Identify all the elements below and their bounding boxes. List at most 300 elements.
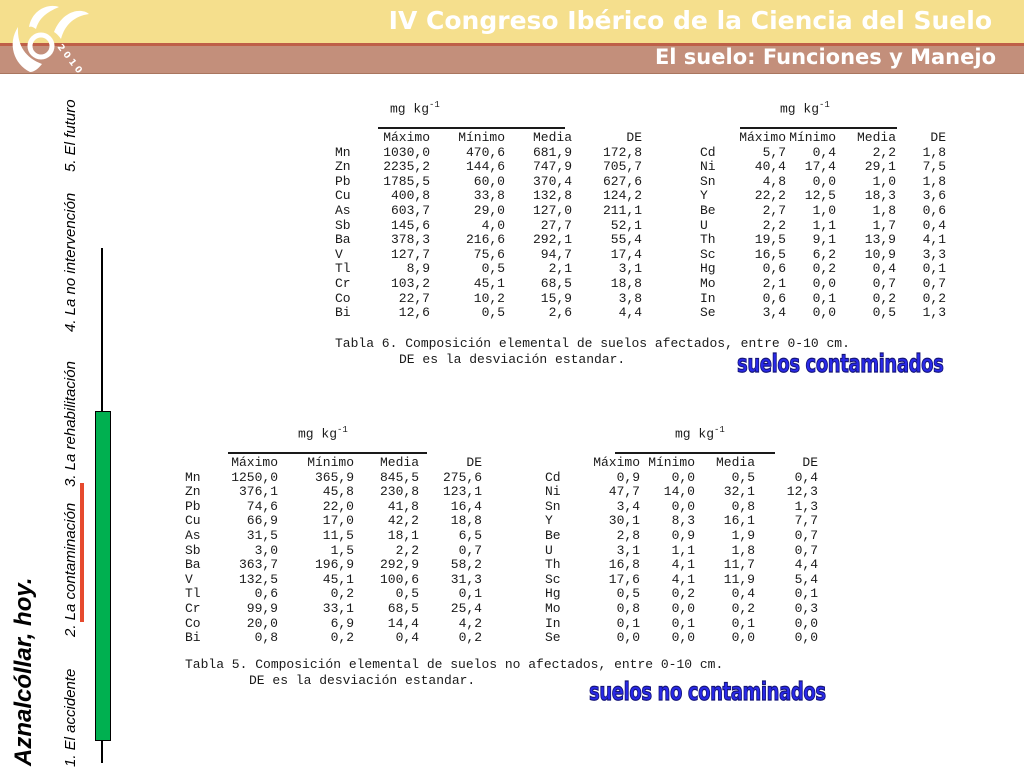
- value-cell: 66,9: [246, 513, 278, 529]
- congress-logo-icon: [4, 2, 106, 98]
- element-symbol: Hg: [700, 261, 716, 277]
- value-cell: 127,7: [390, 246, 430, 262]
- table-row: [545, 500, 818, 515]
- table5-caption-line2: DE es la desviación estandar.: [249, 672, 476, 688]
- value-cell: 365,9: [314, 469, 354, 485]
- value-cell: 144,6: [465, 159, 505, 175]
- table-row: [185, 631, 482, 646]
- value-cell: 18,3: [864, 188, 896, 204]
- table-corner-cell: [700, 131, 738, 146]
- column-header: DE: [930, 130, 946, 145]
- unit-text: mg kg: [390, 101, 430, 117]
- element-symbol: U: [545, 542, 553, 558]
- column-header: Media: [715, 455, 755, 470]
- table-row: [700, 277, 946, 292]
- value-cell: 45,8: [322, 484, 354, 500]
- value-cell: 1030,0: [383, 144, 430, 160]
- table-row: [700, 292, 946, 307]
- value-cell: 627,6: [602, 173, 642, 189]
- table-row: [185, 514, 482, 529]
- element-symbol: Cr: [335, 275, 351, 291]
- progress-bar: [95, 411, 111, 741]
- value-cell: 747,9: [532, 159, 572, 175]
- table6-caption-line2: DE es la desviación estandar.: [399, 351, 626, 367]
- value-cell: 0,5: [395, 586, 419, 602]
- column-header: Mínimo: [458, 130, 505, 145]
- contaminated-badge: suelos contaminados: [737, 350, 944, 379]
- value-cell: 45,1: [473, 275, 505, 291]
- table-rule: [615, 452, 775, 454]
- column-header: Media: [379, 455, 419, 470]
- value-cell: 4,8: [762, 173, 786, 189]
- element-symbol: Mo: [700, 275, 716, 291]
- value-cell: 11,9: [723, 571, 755, 587]
- value-cell: 0,2: [922, 290, 946, 306]
- element-symbol: Sb: [185, 542, 201, 558]
- element-symbol: Cd: [545, 469, 561, 485]
- value-cell: 681,9: [532, 144, 572, 160]
- table-row: [700, 306, 946, 321]
- table-row: [700, 233, 946, 248]
- value-cell: 0,6: [254, 586, 278, 602]
- value-cell: 1,3: [922, 305, 946, 321]
- value-cell: 0,0: [616, 630, 640, 646]
- value-cell: 370,4: [532, 173, 572, 189]
- value-cell: 2,2: [395, 542, 419, 558]
- column-header: Máximo: [593, 455, 640, 470]
- value-cell: 845,5: [379, 469, 419, 485]
- column-header: Media: [532, 130, 572, 145]
- table-row: [185, 471, 482, 486]
- value-cell: 11,5: [322, 527, 354, 543]
- element-symbol: Bi: [185, 630, 201, 646]
- value-cell: 0,5: [481, 305, 505, 321]
- element-symbol: Pb: [335, 173, 351, 189]
- element-symbol: Sn: [700, 173, 716, 189]
- unit-exponent: -1: [819, 100, 830, 110]
- value-cell: 0,0: [671, 600, 695, 616]
- value-cell: 8,9: [406, 261, 430, 277]
- value-cell: 3,3: [922, 246, 946, 262]
- value-cell: 124,2: [602, 188, 642, 204]
- column-header: Máximo: [231, 455, 278, 470]
- value-cell: 0,2: [330, 586, 354, 602]
- value-cell: 5,7: [762, 144, 786, 160]
- value-cell: 17,6: [608, 571, 640, 587]
- value-cell: 0,8: [616, 600, 640, 616]
- value-cell: 22,2: [754, 188, 786, 204]
- table-row: [700, 146, 946, 161]
- table-row: [335, 204, 642, 219]
- value-cell: 1,3: [794, 498, 818, 514]
- element-symbol: Ba: [335, 232, 351, 248]
- table-row: [335, 262, 642, 277]
- data-table: [545, 456, 818, 646]
- table6-major-elements: [335, 100, 645, 330]
- value-cell: 0,4: [794, 469, 818, 485]
- value-cell: 1,1: [671, 542, 695, 558]
- value-cell: 6,9: [330, 615, 354, 631]
- value-cell: 132,8: [532, 188, 572, 204]
- element-symbol: As: [335, 202, 351, 218]
- table-row: [545, 602, 818, 617]
- value-cell: 3,4: [616, 498, 640, 514]
- value-cell: 103,2: [390, 275, 430, 291]
- value-cell: 15,9: [540, 290, 572, 306]
- value-cell: 45,1: [322, 571, 354, 587]
- value-cell: 216,6: [465, 232, 505, 248]
- value-cell: 0,0: [794, 630, 818, 646]
- table-header-row: [185, 456, 482, 471]
- value-cell: 2,6: [548, 305, 572, 321]
- element-symbol: Be: [545, 527, 561, 543]
- value-cell: 52,1: [610, 217, 642, 233]
- value-cell: 19,5: [754, 232, 786, 248]
- value-cell: 0,2: [731, 600, 755, 616]
- value-cell: 0,4: [731, 586, 755, 602]
- element-symbol: Y: [700, 188, 708, 204]
- element-symbol: Ni: [545, 484, 561, 500]
- value-cell: 378,3: [390, 232, 430, 248]
- sidebar-item-no-intervencion: 4. La no intervención: [62, 192, 79, 332]
- unit-label: [780, 100, 830, 116]
- value-cell: 0,7: [794, 542, 818, 558]
- element-symbol: Ni: [700, 159, 716, 175]
- value-cell: 4,4: [618, 305, 642, 321]
- value-cell: 1,5: [330, 542, 354, 558]
- table-row: [335, 277, 642, 292]
- value-cell: 8,3: [671, 513, 695, 529]
- value-cell: 0,0: [812, 305, 836, 321]
- value-cell: 0,2: [872, 290, 896, 306]
- value-cell: 0,9: [671, 527, 695, 543]
- table-row: [545, 631, 818, 646]
- element-symbol: V: [185, 571, 193, 587]
- element-symbol: Mn: [185, 469, 201, 485]
- value-cell: 7,7: [794, 513, 818, 529]
- value-cell: 172,8: [602, 144, 642, 160]
- unit-exponent: -1: [714, 425, 725, 435]
- value-cell: 363,7: [238, 557, 278, 573]
- value-cell: 31,3: [450, 571, 482, 587]
- value-cell: 16,1: [723, 513, 755, 529]
- table-row: [185, 500, 482, 515]
- value-cell: 0,1: [731, 615, 755, 631]
- value-cell: 12,3: [786, 484, 818, 500]
- value-cell: 0,3: [794, 600, 818, 616]
- table6-caption-line1: Tabla 6. Composición elemental de suelos afectados, entre 0-10 cm.: [335, 336, 850, 351]
- element-symbol: U: [700, 217, 708, 233]
- table-row: [700, 204, 946, 219]
- table-row: [185, 544, 482, 559]
- element-symbol: Th: [545, 557, 561, 573]
- value-cell: 7,5: [922, 159, 946, 175]
- column-header: DE: [466, 455, 482, 470]
- table-row: [545, 617, 818, 632]
- element-symbol: Bi: [335, 305, 351, 321]
- value-cell: 145,6: [390, 217, 430, 233]
- sidebar-item-futuro: 5. El futuro: [62, 99, 79, 172]
- value-cell: 75,6: [473, 246, 505, 262]
- value-cell: 68,5: [387, 600, 419, 616]
- element-symbol: Be: [700, 202, 716, 218]
- value-cell: 0,5: [872, 305, 896, 321]
- element-symbol: Tl: [335, 261, 351, 277]
- value-cell: 18,8: [450, 513, 482, 529]
- element-symbol: Cr: [185, 600, 201, 616]
- element-symbol: Mo: [545, 600, 561, 616]
- value-cell: 94,7: [540, 246, 572, 262]
- value-cell: 0,0: [812, 275, 836, 291]
- value-cell: 2,1: [548, 261, 572, 277]
- value-cell: 2,2: [762, 217, 786, 233]
- unit-text: mg kg: [780, 101, 820, 117]
- value-cell: 1,8: [872, 202, 896, 218]
- value-cell: 13,9: [864, 232, 896, 248]
- value-cell: 470,6: [465, 144, 505, 160]
- value-cell: 31,5: [246, 527, 278, 543]
- value-cell: 17,4: [610, 246, 642, 262]
- table-row: [545, 529, 818, 544]
- element-symbol: Se: [545, 630, 561, 646]
- value-cell: 0,4: [812, 144, 836, 160]
- value-cell: 127,0: [532, 202, 572, 218]
- value-cell: 275,6: [442, 469, 482, 485]
- table5-trace-elements: [545, 425, 825, 655]
- element-symbol: Co: [185, 615, 201, 631]
- element-symbol: In: [700, 290, 716, 306]
- value-cell: 132,5: [238, 571, 278, 587]
- value-cell: 0,0: [671, 498, 695, 514]
- value-cell: 12,6: [398, 305, 430, 321]
- unit-text: mg kg: [298, 426, 338, 442]
- table-row: [335, 160, 642, 175]
- element-symbol: Sb: [335, 217, 351, 233]
- table-row: [335, 189, 642, 204]
- value-cell: 16,8: [608, 557, 640, 573]
- table-row: [335, 146, 642, 161]
- value-cell: 4,1: [671, 571, 695, 587]
- element-symbol: Cd: [700, 144, 716, 160]
- value-cell: 196,9: [314, 557, 354, 573]
- table-row: [545, 544, 818, 559]
- table-row: [335, 306, 642, 321]
- table-row: [335, 248, 642, 263]
- table-row: [545, 587, 818, 602]
- value-cell: 3,6: [922, 188, 946, 204]
- unit-exponent: -1: [337, 425, 348, 435]
- value-cell: 1,0: [872, 173, 896, 189]
- value-cell: 230,8: [379, 484, 419, 500]
- value-cell: 55,4: [610, 232, 642, 248]
- value-cell: 5,4: [794, 571, 818, 587]
- value-cell: 292,1: [532, 232, 572, 248]
- value-cell: 0,2: [812, 261, 836, 277]
- value-cell: 1,9: [731, 527, 755, 543]
- value-cell: 58,2: [450, 557, 482, 573]
- value-cell: 376,1: [238, 484, 278, 500]
- sidebar-item-accidente: 1. El accidente: [62, 668, 79, 767]
- value-cell: 211,1: [602, 202, 642, 218]
- value-cell: 2,8: [616, 527, 640, 543]
- table-row: [185, 558, 482, 573]
- value-cell: 33,8: [473, 188, 505, 204]
- table-header-row: [700, 131, 946, 146]
- value-cell: 33,1: [322, 600, 354, 616]
- value-cell: 16,5: [754, 246, 786, 262]
- value-cell: 1,1: [812, 217, 836, 233]
- column-header: Media: [856, 130, 896, 145]
- table-rule: [740, 127, 897, 129]
- value-cell: 1785,5: [383, 173, 430, 189]
- value-cell: 40,4: [754, 159, 786, 175]
- element-symbol: Sc: [545, 571, 561, 587]
- table-header-row: [335, 131, 642, 146]
- value-cell: 11,7: [723, 557, 755, 573]
- value-cell: 0,2: [458, 630, 482, 646]
- element-symbol: Tl: [185, 586, 201, 602]
- value-cell: 603,7: [390, 202, 430, 218]
- table-row: [185, 485, 482, 500]
- table5-major-elements: [185, 425, 485, 655]
- sidebar-item-rehabilitacion: 3. La rehabilitación: [62, 361, 79, 487]
- value-cell: 4,1: [922, 232, 946, 248]
- element-symbol: Co: [335, 290, 351, 306]
- logo-loop-shape: [30, 35, 52, 57]
- element-symbol: V: [335, 246, 343, 262]
- value-cell: 18,1: [387, 527, 419, 543]
- data-table: [700, 131, 946, 321]
- table-row: [545, 514, 818, 529]
- value-cell: 17,4: [804, 159, 836, 175]
- element-symbol: Mn: [335, 144, 351, 160]
- value-cell: 6,5: [458, 527, 482, 543]
- value-cell: 41,8: [387, 498, 419, 514]
- value-cell: 1,8: [922, 173, 946, 189]
- value-cell: 14,0: [663, 484, 695, 500]
- element-symbol: Cu: [185, 513, 201, 529]
- value-cell: 2235,2: [383, 159, 430, 175]
- element-symbol: Hg: [545, 586, 561, 602]
- value-cell: 0,5: [481, 261, 505, 277]
- slide-title: Aznalcóllar, hoy.: [10, 577, 37, 766]
- column-header: Mínimo: [307, 455, 354, 470]
- element-symbol: In: [545, 615, 561, 631]
- table-row: [700, 160, 946, 175]
- value-cell: 0,6: [762, 290, 786, 306]
- value-cell: 4,2: [458, 615, 482, 631]
- element-symbol: Th: [700, 232, 716, 248]
- value-cell: 0,1: [458, 586, 482, 602]
- value-cell: 25,4: [450, 600, 482, 616]
- value-cell: 0,6: [922, 202, 946, 218]
- value-cell: 0,0: [671, 469, 695, 485]
- value-cell: 2,7: [762, 202, 786, 218]
- table-row: [545, 573, 818, 588]
- value-cell: 20,0: [246, 615, 278, 631]
- unit-label: [390, 100, 440, 116]
- column-header: DE: [802, 455, 818, 470]
- data-table: [335, 131, 642, 321]
- table-row: [700, 262, 946, 277]
- table-row: [545, 471, 818, 486]
- value-cell: 0,1: [922, 261, 946, 277]
- congress-title: IV Congreso Ibérico de la Ciencia del Suelo: [388, 6, 992, 35]
- value-cell: 292,9: [379, 557, 419, 573]
- value-cell: 0,2: [330, 630, 354, 646]
- element-symbol: Zn: [185, 484, 201, 500]
- value-cell: 1,8: [922, 144, 946, 160]
- congress-subtitle: El suelo: Funciones y Manejo: [654, 45, 996, 69]
- value-cell: 0,1: [616, 615, 640, 631]
- logo-horn-right-shape: [54, 11, 89, 39]
- value-cell: 17,0: [322, 513, 354, 529]
- value-cell: 16,4: [450, 498, 482, 514]
- value-cell: 0,1: [671, 615, 695, 631]
- table-corner-cell: [185, 456, 228, 471]
- current-section-marker: [80, 483, 84, 622]
- table-corner-cell: [545, 456, 583, 471]
- value-cell: 0,5: [616, 586, 640, 602]
- value-cell: 0,2: [671, 586, 695, 602]
- table-row: [545, 558, 818, 573]
- value-cell: 0,8: [254, 630, 278, 646]
- table-row: [335, 219, 642, 234]
- logo-horn-left-shape: [29, 6, 59, 29]
- element-symbol: Ba: [185, 557, 201, 573]
- value-cell: 10,9: [864, 246, 896, 262]
- value-cell: 0,0: [794, 615, 818, 631]
- column-header: Mínimo: [648, 455, 695, 470]
- value-cell: 3,1: [618, 261, 642, 277]
- table-row: [700, 248, 946, 263]
- value-cell: 2,1: [762, 275, 786, 291]
- unit-label: [298, 425, 348, 441]
- value-cell: 3,8: [618, 290, 642, 306]
- value-cell: 0,0: [671, 630, 695, 646]
- sidebar-item-contaminacion: 2. La contaminación: [62, 502, 79, 637]
- unit-label: [675, 425, 725, 441]
- value-cell: 400,8: [390, 188, 430, 204]
- value-cell: 0,4: [922, 217, 946, 233]
- column-header: Mínimo: [789, 130, 836, 145]
- value-cell: 0,0: [812, 173, 836, 189]
- value-cell: 0,7: [872, 275, 896, 291]
- unit-text: mg kg: [675, 426, 715, 442]
- value-cell: 0,8: [731, 498, 755, 514]
- element-symbol: As: [185, 527, 201, 543]
- element-symbol: Sn: [545, 498, 561, 514]
- value-cell: 14,4: [387, 615, 419, 631]
- value-cell: 0,1: [794, 586, 818, 602]
- table-rule: [378, 127, 565, 129]
- value-cell: 0,5: [731, 469, 755, 485]
- table-row: [335, 233, 642, 248]
- value-cell: 1,7: [872, 217, 896, 233]
- value-cell: 705,7: [602, 159, 642, 175]
- table-row: [700, 175, 946, 190]
- value-cell: 18,8: [610, 275, 642, 291]
- value-cell: 3,1: [616, 542, 640, 558]
- value-cell: 74,6: [246, 498, 278, 514]
- value-cell: 1,8: [731, 542, 755, 558]
- element-symbol: Sc: [700, 246, 716, 262]
- table6-trace-elements: [700, 100, 950, 330]
- value-cell: 0,4: [872, 261, 896, 277]
- element-symbol: Zn: [335, 159, 351, 175]
- unit-exponent: -1: [429, 100, 440, 110]
- value-cell: 0,6: [762, 261, 786, 277]
